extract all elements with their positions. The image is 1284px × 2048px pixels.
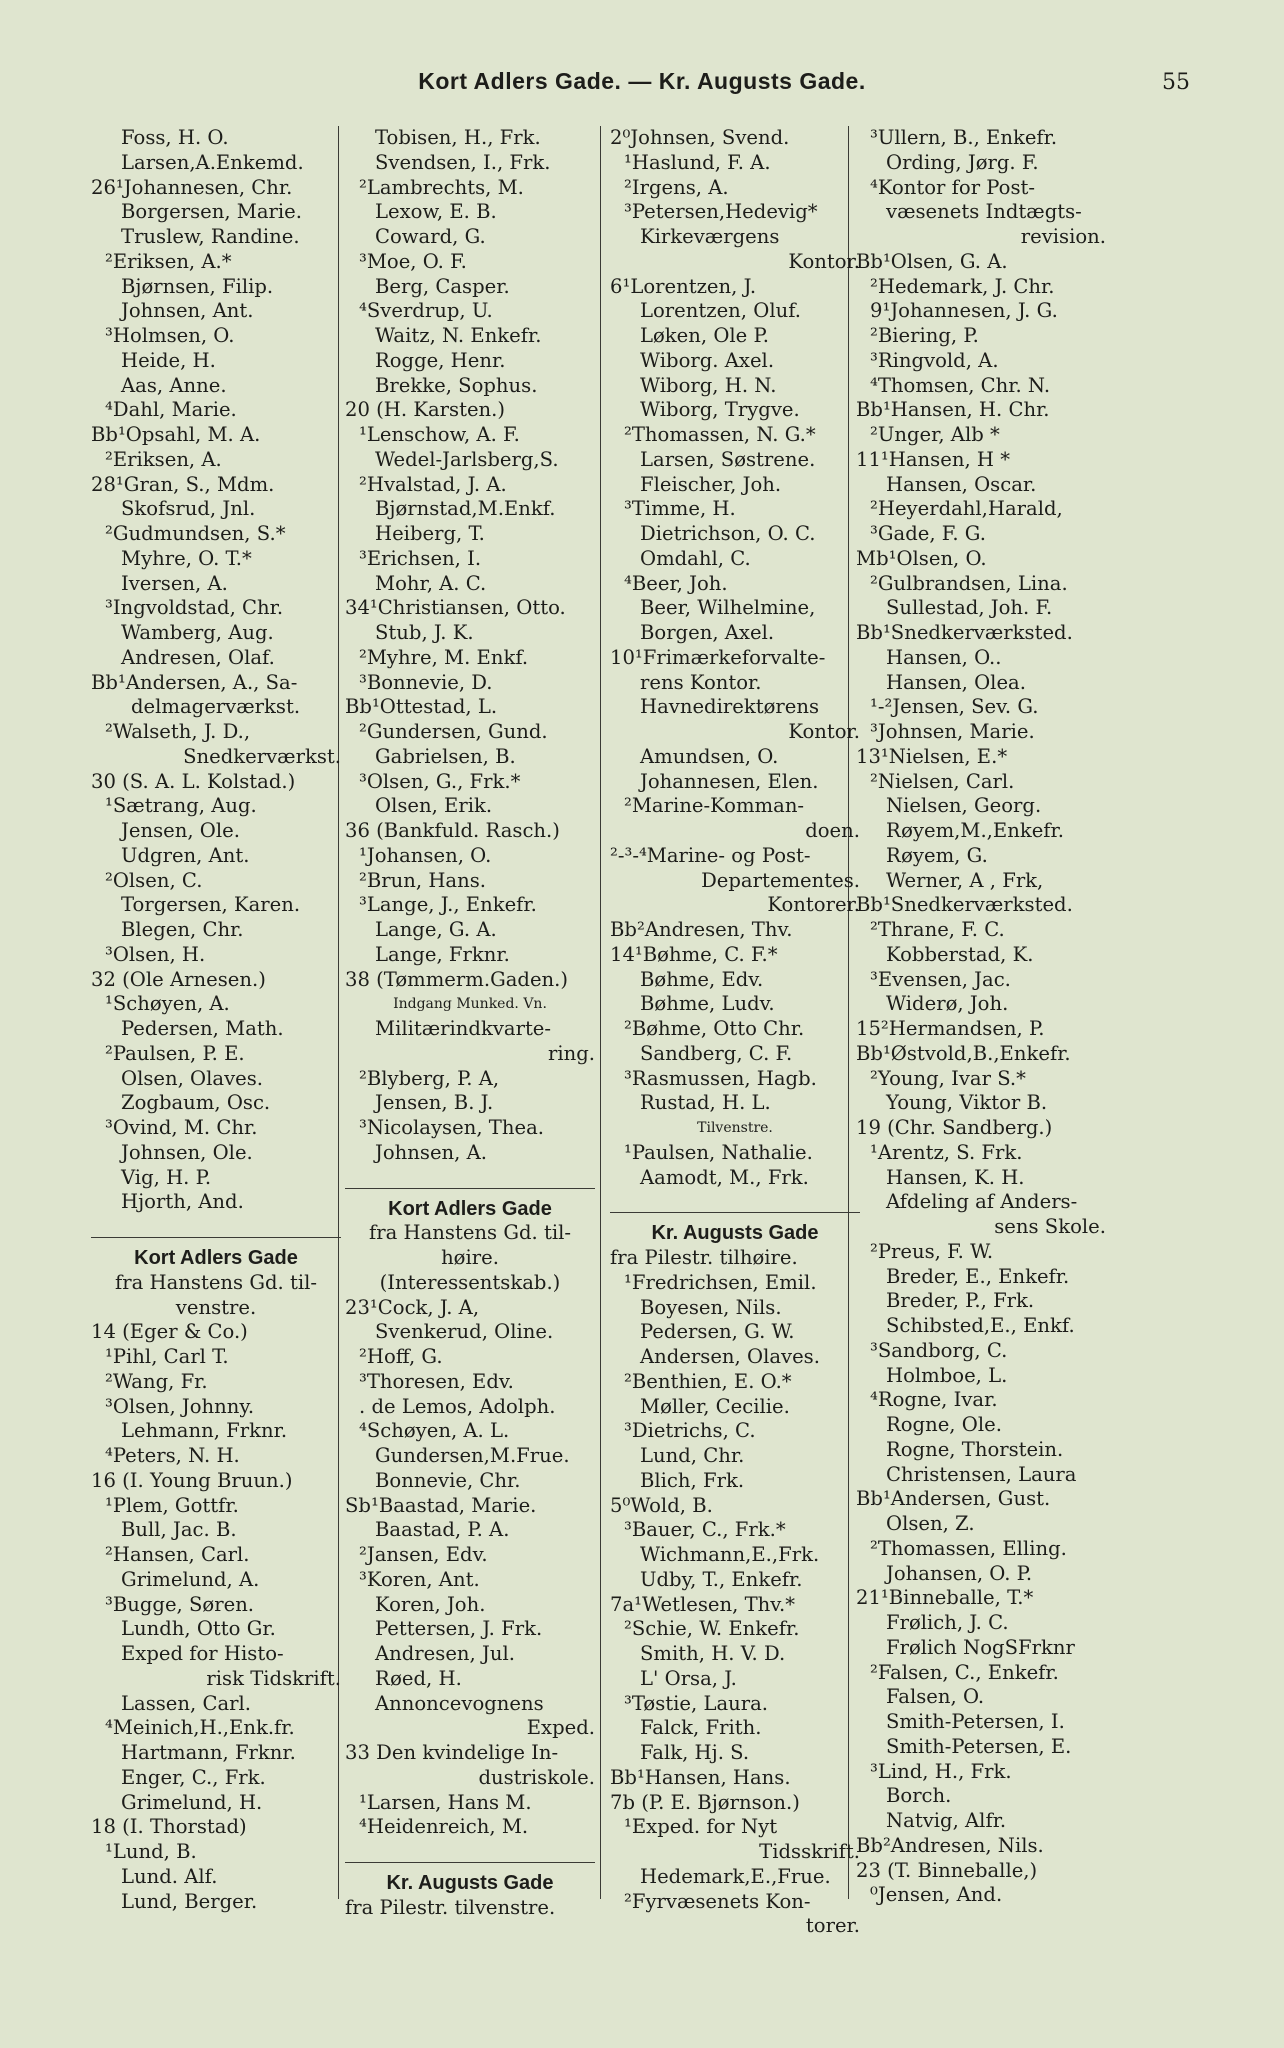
- directory-line: venstre.: [175, 1295, 257, 1319]
- directory-line: torer.: [805, 1914, 860, 1938]
- section-heading: Kr. Augusts Gade: [345, 1862, 595, 1896]
- directory-line: Lange, G. A.: [375, 918, 497, 941]
- directory-line: Departementes.: [701, 868, 860, 892]
- directory-line: Grimelund, H.: [121, 1790, 263, 1814]
- directory-line: Kirkeværgens: [640, 225, 780, 248]
- directory-line: Bb¹Olsen, G. A.: [856, 249, 1008, 273]
- directory-line: 30 (S. A. L. Kolstad.): [91, 769, 296, 793]
- directory-line: 14¹Bøhme, C. F.*: [610, 942, 778, 966]
- directory-line: ⁴Dahl, Marie.: [105, 398, 237, 422]
- directory-line: ²Schie, W. Enkefr.: [624, 1617, 800, 1641]
- directory-line: Blegen, Chr.: [121, 918, 244, 941]
- directory-line: Amundsen, O.: [640, 744, 779, 768]
- directory-line: Foss, H. O.: [121, 126, 229, 149]
- directory-line: Wedel-Jarlsberg,S.: [375, 447, 559, 471]
- directory-line: ³Ringvold, A.: [870, 348, 999, 372]
- directory-line: Heide, H.: [121, 348, 216, 372]
- directory-line: ³Koren, Ant.: [359, 1567, 480, 1591]
- directory-line: Natvig, Alfr.: [886, 1809, 1007, 1832]
- directory-line: ²Thomassen, N. G.*: [624, 423, 816, 446]
- directory-line: Rogne, Thorstein.: [886, 1437, 1064, 1461]
- directory-line: Fleischer, Joh.: [640, 472, 782, 496]
- directory-line: Torgersen, Karen.: [121, 893, 301, 917]
- directory-line: Gundersen,M.Frue.: [375, 1444, 570, 1467]
- directory-line: ³Petersen,Hedevig*: [624, 200, 818, 224]
- directory-line: fra Pilestr. tilhøire.: [610, 1246, 798, 1269]
- directory-line: væsenets Indtægts-: [886, 200, 1082, 224]
- directory-line: Breder, P., Frk.: [886, 1289, 1035, 1313]
- directory-line: ³Timme, H.: [624, 497, 736, 521]
- directory-line: Bb¹Snedkerværksted.: [856, 893, 1073, 917]
- directory-line: Aamodt, M., Frk.: [640, 1165, 809, 1189]
- directory-line: delmagerværkst.: [131, 695, 301, 719]
- directory-line: 26¹Johannesen, Chr.: [91, 175, 293, 199]
- directory-line: Heiberg, T.: [375, 522, 485, 545]
- directory-line: 34¹Christiansen, Otto.: [345, 596, 566, 620]
- directory-line: ¹Arentz, S. Frk.: [870, 1140, 1023, 1164]
- directory-line: ¹Exped. for Nyt: [624, 1815, 778, 1839]
- directory-line: Kontor.: [788, 720, 860, 743]
- directory-line: doen.: [805, 819, 860, 842]
- directory-line: Jensen, Ole.: [121, 819, 240, 842]
- directory-line: (Interessentskab.): [379, 1270, 561, 1294]
- directory-line: Bb¹Snedkerværksted.: [856, 621, 1073, 644]
- page-number: 55: [1162, 70, 1190, 95]
- directory-line: Sb¹Baastad, Marie.: [345, 1493, 537, 1517]
- directory-line: Bøhme, Ludv.: [640, 992, 775, 1016]
- directory-line: ¹Schøyen, A.: [105, 992, 230, 1016]
- directory-line: Hartmann, Frknr.: [121, 1741, 296, 1764]
- directory-line: 28¹Gran, S., Mdm.: [91, 472, 275, 496]
- directory-line: Wiborg. Axel.: [640, 348, 775, 372]
- directory-line: ³Lind, H., Frk.: [870, 1759, 1012, 1783]
- directory-line: Lundh, Otto Gr.: [121, 1617, 276, 1641]
- directory-line: ⁴Rogne, Ivar.: [870, 1388, 998, 1412]
- directory-line: ²Preus, F. W.: [870, 1239, 994, 1263]
- directory-line: ¹Johansen, O.: [359, 843, 492, 867]
- directory-line: 7a¹Wetlesen, Thv.*: [610, 1592, 796, 1616]
- directory-line: 2⁰Johnsen, Svend.: [610, 126, 790, 149]
- directory-line: Havnedirektørens: [640, 695, 820, 719]
- directory-line: ²Marine-Komman-: [624, 794, 805, 818]
- directory-line: Tidsskrift.: [759, 1840, 860, 1863]
- directory-line: Young, Viktor B.: [886, 1091, 1048, 1115]
- directory-line: Dietrichson, O. C.: [640, 522, 816, 545]
- directory-line: 23¹Cock, J. A,: [345, 1295, 480, 1319]
- directory-line: Gabrielsen, B.: [375, 744, 516, 768]
- directory-line: ³Nicolaysen, Thea.: [359, 1116, 544, 1139]
- directory-line: ³Holmsen, O.: [105, 324, 235, 347]
- column-rule: [600, 126, 601, 1899]
- directory-line: Johansen, O. P.: [886, 1561, 1033, 1585]
- directory-line: ³Bauer, C., Frk.*: [624, 1518, 786, 1542]
- directory-line: ³Ullern, B., Enkefr.: [870, 126, 1058, 149]
- directory-line: Olsen, Olaves.: [121, 1066, 264, 1090]
- column-1: [91, 126, 341, 1914]
- directory-line: 7b (P. E. Bjørnson.): [610, 1790, 800, 1814]
- directory-line: ²Blyberg, P. A,: [359, 1066, 500, 1090]
- directory-line: Jensen, B. J.: [375, 1091, 494, 1115]
- directory-line: revision.: [1020, 225, 1106, 248]
- directory-line: Waitz, N. Enkefr.: [375, 324, 542, 347]
- directory-line: Blich, Frk.: [640, 1468, 745, 1492]
- directory-line: ²Young, Ivar S.*: [870, 1066, 1026, 1090]
- directory-line: Pedersen, G. W.: [640, 1320, 795, 1344]
- directory-line: Bb¹Andersen, A., Sa-: [91, 670, 298, 694]
- directory-line: Vig, H. P.: [121, 1165, 212, 1189]
- directory-line: ¹Pihl, Carl T.: [105, 1345, 229, 1368]
- directory-line: Omdahl, C.: [640, 546, 751, 570]
- directory-line: ³Johnsen, Marie.: [870, 720, 1035, 743]
- directory-line: Lund, Chr.: [640, 1444, 745, 1467]
- directory-line: Bøhme, Edv.: [640, 967, 764, 991]
- directory-line: ²Hoff, G.: [359, 1345, 443, 1368]
- directory-line: dustriskole.: [478, 1765, 595, 1789]
- directory-line: 18 (I. Thorstad): [91, 1815, 247, 1839]
- directory-line: Smith-Petersen, E.: [886, 1734, 1072, 1758]
- directory-line: ²Gulbrandsen, Lina.: [870, 571, 1068, 595]
- directory-line: Myhre, O. T.*: [121, 546, 252, 570]
- directory-line: Hansen, Olea.: [886, 670, 1026, 694]
- directory-line: Lund, Berger.: [121, 1889, 258, 1913]
- directory-line: Johnsen, Ole.: [121, 1140, 253, 1164]
- directory-line: Bb²Andresen, Nils.: [856, 1833, 1044, 1857]
- directory-line: Pettersen, J. Frk.: [375, 1617, 543, 1641]
- directory-line: . de Lemos, Adolph.: [359, 1394, 556, 1418]
- directory-line: ⁴Peters, N. H.: [105, 1444, 240, 1467]
- directory-line: ²Irgens, A.: [624, 175, 729, 199]
- directory-line: Ording, Jørg. F.: [886, 150, 1039, 174]
- directory-line: Larsen,A.Enkemd.: [121, 150, 304, 174]
- directory-line: Bb¹Hansen, H. Chr.: [856, 398, 1050, 422]
- directory-line: Rogne, Ole.: [886, 1413, 1002, 1436]
- directory-line: Grimelund, A.: [121, 1567, 260, 1591]
- directory-line: Bonnevie, Chr.: [375, 1468, 521, 1492]
- directory-line: Enger, C., Frk.: [121, 1765, 266, 1789]
- directory-line: ²Brun, Hans.: [359, 868, 486, 892]
- directory-line: Hjorth, And.: [121, 1190, 244, 1214]
- directory-line: sens Skole.: [994, 1215, 1106, 1238]
- directory-line: Borgersen, Marie.: [121, 200, 302, 224]
- directory-line: Beer, Wilhelmine,: [640, 596, 816, 620]
- directory-line: Hansen, K. H.: [886, 1165, 1025, 1189]
- directory-line: Zogbaum, Osc.: [121, 1091, 271, 1115]
- directory-line: Bb¹Østvold,B.,Enkefr.: [856, 1041, 1071, 1065]
- directory-line: Larsen, Søstrene.: [640, 447, 816, 471]
- directory-line: Bjørnsen, Filip.: [121, 274, 274, 298]
- directory-line: Lorentzen, Oluf.: [640, 299, 801, 323]
- directory-line: Widerø, Joh.: [886, 992, 1009, 1016]
- directory-line: Møller, Cecilie.: [640, 1394, 790, 1418]
- directory-line: 38 (Tømmerm.Gaden.): [345, 967, 569, 991]
- directory-line: Iversen, A.: [121, 571, 228, 595]
- directory-line: ²Hansen, Carl.: [105, 1543, 250, 1566]
- directory-line: ⁴Meinich,H.,Enk.fr.: [105, 1716, 295, 1740]
- directory-line: ⁴Heidenreich, M.: [359, 1815, 529, 1839]
- directory-line: Løken, Ole P.: [640, 324, 769, 347]
- directory-line: ²Hedemark, J. Chr.: [870, 274, 1055, 298]
- directory-line: ³Thoresen, Edv.: [359, 1369, 514, 1393]
- directory-line: ⁰Jensen, And.: [870, 1883, 1003, 1907]
- column-4: [856, 126, 1106, 1908]
- directory-line: Olsen, Z.: [886, 1512, 975, 1535]
- directory-line: Bull, Jac. B.: [121, 1518, 237, 1542]
- column-3: [610, 126, 860, 1939]
- directory-line: Militærindkvarte-: [375, 1017, 552, 1040]
- directory-line: Frølich NogSFrknr: [886, 1635, 1075, 1659]
- directory-line: ¹Paulsen, Nathalie.: [624, 1140, 813, 1164]
- directory-line: 15²Hermandsen, P.: [856, 1017, 1045, 1040]
- directory-line: 36 (Bankfuld. Rasch.): [345, 819, 560, 842]
- directory-line: Andersen, Olaves.: [640, 1345, 820, 1368]
- directory-line: 13¹Nielsen, E.*: [856, 744, 1008, 768]
- directory-line: Snedkerværkst.: [183, 744, 341, 768]
- directory-line: Olsen, Erik.: [375, 794, 493, 818]
- directory-line: ³Gade, F. G.: [870, 522, 986, 545]
- directory-line: Johannesen, Elen.: [640, 769, 819, 793]
- directory-line: ²Walseth, J. D.,: [105, 720, 251, 743]
- directory-line: ³Sandborg, C.: [870, 1338, 1008, 1362]
- directory-line: ²Heyerdahl,Harald,: [870, 497, 1063, 521]
- directory-line: ²Olsen, C.: [105, 868, 203, 892]
- directory-line: Borch.: [886, 1784, 952, 1808]
- directory-line: fra Hanstens Gd. til-: [368, 1221, 572, 1245]
- directory-line: Borgen, Axel.: [640, 621, 775, 644]
- directory-line: 16 (I. Young Bruun.): [91, 1468, 293, 1492]
- directory-line: ³Olsen, H.: [105, 942, 206, 966]
- directory-line: Mb¹Olsen, O.: [856, 546, 987, 570]
- directory-line: Sullestad, Joh. F.: [886, 596, 1053, 620]
- directory-line: ²Biering, P.: [870, 324, 979, 347]
- directory-line: Boyesen, Nils.: [640, 1295, 782, 1319]
- directory-line: Bb¹Ottestad, L.: [345, 695, 498, 719]
- directory-line: ³Olsen, Johnny.: [105, 1394, 255, 1418]
- directory-line: 10¹Frimærkeforvalte-: [610, 645, 826, 669]
- directory-line: Pedersen, Math.: [121, 1017, 284, 1040]
- directory-line: ²Myhre, M. Enkf.: [359, 645, 529, 669]
- directory-line: ²Jansen, Edv.: [359, 1543, 488, 1566]
- directory-line: ³Ingvoldstad, Chr.: [105, 596, 284, 620]
- directory-line: Johnsen, A.: [375, 1140, 487, 1164]
- directory-line: ³Erichsen, I.: [359, 546, 482, 570]
- directory-line: Baastad, P. A.: [375, 1518, 510, 1542]
- directory-line: Lange, Frknr.: [375, 942, 510, 966]
- directory-line: Lassen, Carl.: [121, 1691, 252, 1715]
- directory-line: ²Unger, Alb *: [870, 423, 1000, 446]
- directory-line: Bb¹Andersen, Gust.: [856, 1487, 1051, 1511]
- directory-line: fra Hanstens Gd. til-: [114, 1270, 318, 1294]
- directory-line: ³Bugge, Søren.: [105, 1592, 255, 1616]
- directory-line: Falk, Hj. S.: [640, 1741, 750, 1764]
- directory-line: Andresen, Jul.: [375, 1642, 515, 1665]
- directory-line: ³Lange, J., Enkefr.: [359, 893, 537, 917]
- directory-line: Kontorer.: [767, 893, 860, 917]
- directory-line: Smith, H. V. D.: [640, 1642, 786, 1665]
- directory-line: Wamberg, Aug.: [121, 621, 274, 644]
- directory-line: Røyem,M.,Enkefr.: [886, 819, 1064, 842]
- column-2: [345, 126, 595, 1921]
- directory-line: Breder, E., Enkefr.: [886, 1264, 1070, 1288]
- directory-line: ⁴Beer, Joh.: [624, 571, 728, 595]
- directory-line: Tobisen, H., Frk.: [375, 126, 541, 149]
- directory-line: fra Pilestr. tilvenstre.: [345, 1895, 556, 1919]
- directory-line: ²Benthien, E. O.*: [624, 1369, 792, 1393]
- directory-line: Udgren, Ant.: [121, 843, 250, 867]
- directory-line: Svenkerud, Oline.: [375, 1320, 554, 1344]
- directory-line: ²Eriksen, A.: [105, 447, 222, 471]
- directory-line: ²-³-⁴Marine- og Post-: [610, 843, 811, 867]
- directory-line: Falck, Frith.: [640, 1716, 762, 1740]
- directory-line: ¹Larsen, Hans M.: [359, 1790, 532, 1814]
- directory-line: 11¹Hansen, H *: [856, 447, 1011, 471]
- directory-line: ⁴Thomsen, Chr. N.: [870, 373, 1051, 397]
- directory-line: Bb¹Opsahl, M. A.: [91, 423, 261, 446]
- directory-line: Bb²Andresen, Thv.: [610, 918, 793, 941]
- directory-line: Wiborg, H. N.: [640, 373, 777, 397]
- section-heading: Kort Adlers Gade: [91, 1237, 341, 1271]
- directory-line: ³Evensen, Jac.: [870, 967, 1011, 991]
- section-heading: Kr. Augusts Gade: [610, 1212, 860, 1246]
- directory-line: ²Wang, Fr.: [105, 1369, 208, 1393]
- directory-line: Frølich, J. C.: [886, 1611, 1009, 1634]
- directory-line: Werner, A , Frk,: [886, 868, 1044, 892]
- directory-line: Annoncevognens: [375, 1691, 544, 1715]
- directory-line: Hansen, Oscar.: [886, 472, 1037, 496]
- directory-line: ²Thrane, F. C.: [870, 918, 1005, 941]
- directory-line: Bb¹Hansen, Hans.: [610, 1765, 791, 1789]
- directory-line: Hedemark,E.,Frue.: [640, 1864, 831, 1888]
- directory-line: 32 (Ole Arnesen.): [91, 967, 266, 991]
- directory-line: Stub, J. K.: [375, 621, 474, 644]
- directory-line: 19 (Chr. Sandberg.): [856, 1116, 1053, 1139]
- directory-line: Wiborg, Trygve.: [640, 398, 800, 422]
- directory-line: ²Bøhme, Otto Chr.: [624, 1017, 805, 1040]
- directory-line: 21¹Binneballe, T.*: [856, 1586, 1034, 1610]
- directory-line: ¹Lenschow, A. F.: [359, 423, 520, 446]
- directory-line: Schibsted,E., Enkf.: [886, 1314, 1075, 1337]
- directory-line: Hansen, O..: [886, 645, 1002, 669]
- directory-line: risk Tidskrift.: [206, 1666, 341, 1690]
- directory-line: ⁴Schøyen, A. L.: [359, 1419, 510, 1443]
- directory-line: Rustad, H. L.: [640, 1091, 771, 1115]
- directory-line: ²Hvalstad, J. A.: [359, 472, 507, 496]
- directory-line: Wichmann,E.,Frk.: [640, 1543, 820, 1566]
- directory-line: Aas, Anne.: [121, 373, 227, 397]
- directory-line: 9¹Johannesen, J. G.: [870, 299, 1058, 323]
- directory-line: Truslew, Randine.: [121, 225, 300, 248]
- directory-line: Koren, Joh.: [375, 1592, 486, 1616]
- directory-line: ¹Fredrichsen, Emil.: [624, 1270, 817, 1294]
- directory-line: Skofsrud, Jnl.: [121, 497, 256, 521]
- directory-line: ²Eriksen, A.*: [105, 249, 232, 273]
- directory-line: Christensen, Laura: [886, 1462, 1077, 1486]
- directory-line: ³Ovind, M. Chr.: [105, 1116, 258, 1139]
- directory-line: ²Gudmundsen, S.*: [105, 522, 286, 545]
- directory-line: Berg, Casper.: [375, 274, 510, 298]
- directory-line: 5⁰Wold, B.: [610, 1493, 713, 1517]
- directory-line: Nielsen, Georg.: [886, 794, 1042, 818]
- directory-line: Exped.: [526, 1716, 595, 1740]
- directory-line: Indgang Munked. Vn.: [393, 996, 547, 1013]
- directory-line: Udby, T., Enkefr.: [640, 1567, 803, 1591]
- directory-line: ²Fyrvæsenets Kon-: [624, 1889, 811, 1913]
- directory-line: Røyem, G.: [886, 843, 988, 867]
- directory-line: ²Paulsen, P. E.: [105, 1041, 245, 1065]
- directory-line: Brekke, Sophus.: [375, 373, 538, 397]
- directory-line: Exped for Histo-: [121, 1642, 284, 1665]
- directory-line: ²Gundersen, Gund.: [359, 720, 548, 743]
- directory-line: Svendsen, I., Frk.: [375, 150, 551, 174]
- directory-line: Mohr, A. C.: [375, 571, 487, 595]
- directory-line: Afdeling af Anders-: [886, 1190, 1078, 1214]
- directory-line: ⁴Sverdrup, U.: [359, 299, 493, 323]
- directory-line: ²Thomassen, Elling.: [870, 1536, 1067, 1560]
- directory-line: 23 (T. Binneballe,): [856, 1858, 1038, 1882]
- directory-line: Bjørnstad,M.Enkf.: [375, 497, 556, 521]
- directory-line: ²Nielsen, Carl.: [870, 769, 1015, 793]
- directory-line: Kontor.: [788, 249, 860, 273]
- directory-line: Coward, G.: [375, 225, 486, 248]
- directory-line: Rogge, Henr.: [375, 348, 506, 372]
- directory-line: Kobberstad, K.: [886, 942, 1034, 966]
- directory-line: Sandberg, C. F.: [640, 1041, 793, 1065]
- directory-line: Røed, H.: [375, 1666, 462, 1690]
- directory-line: rens Kontor.: [640, 670, 762, 694]
- directory-line: ³Bonnevie, D.: [359, 670, 493, 694]
- directory-line: ¹Plem, Gottfr.: [105, 1493, 239, 1517]
- directory-line: Falsen, O.: [886, 1685, 985, 1709]
- directory-line: Andresen, Olaf.: [121, 645, 275, 669]
- page-title: Kort Adlers Gade. — Kr. Augusts Gade.: [418, 68, 866, 94]
- directory-line: 20 (H. Karsten.): [345, 398, 506, 422]
- directory-line: Holmboe, L.: [886, 1363, 1008, 1387]
- directory-line: ring.: [547, 1041, 595, 1065]
- directory-line: ¹Haslund, F. A.: [624, 150, 771, 174]
- directory-line: ²Lambrechts, M.: [359, 175, 524, 199]
- directory-line: Smith-Petersen, I.: [886, 1710, 1065, 1733]
- directory-line: Lexow, E. B.: [375, 200, 497, 224]
- directory-line: 6¹Lorentzen, J.: [610, 274, 757, 298]
- directory-line: ²Falsen, C., Enkefr.: [870, 1660, 1059, 1684]
- directory-line: ⁴Kontor for Post-: [870, 175, 1036, 199]
- directory-line: ³Dietrichs, C.: [624, 1419, 756, 1443]
- directory-line: ³Olsen, G., Frk.*: [359, 769, 521, 793]
- directory-line: ¹Sætrang, Aug.: [105, 794, 257, 818]
- directory-line: ¹Lund, B.: [105, 1840, 197, 1863]
- directory-line: L' Orsa, J.: [640, 1666, 737, 1690]
- directory-line: ³Rasmussen, Hagb.: [624, 1066, 817, 1090]
- directory-line: ³Tøstie, Laura.: [624, 1691, 769, 1715]
- directory-line: ¹-²Jensen, Sev. G.: [870, 695, 1039, 719]
- directory-line: Lund. Alf.: [121, 1864, 218, 1888]
- directory-line: Lehmann, Frknr.: [121, 1419, 288, 1443]
- directory-line: høire.: [441, 1246, 499, 1269]
- directory-line: Tilvenstre.: [697, 1120, 773, 1136]
- directory-line: Johnsen, Ant.: [121, 299, 254, 323]
- directory-line: 14 (Eger & Co.): [91, 1320, 248, 1344]
- directory-line: 33 Den kvindelige In-: [345, 1741, 559, 1764]
- directory-line: ³Moe, O. F.: [359, 249, 467, 273]
- section-heading: Kort Adlers Gade: [345, 1188, 595, 1222]
